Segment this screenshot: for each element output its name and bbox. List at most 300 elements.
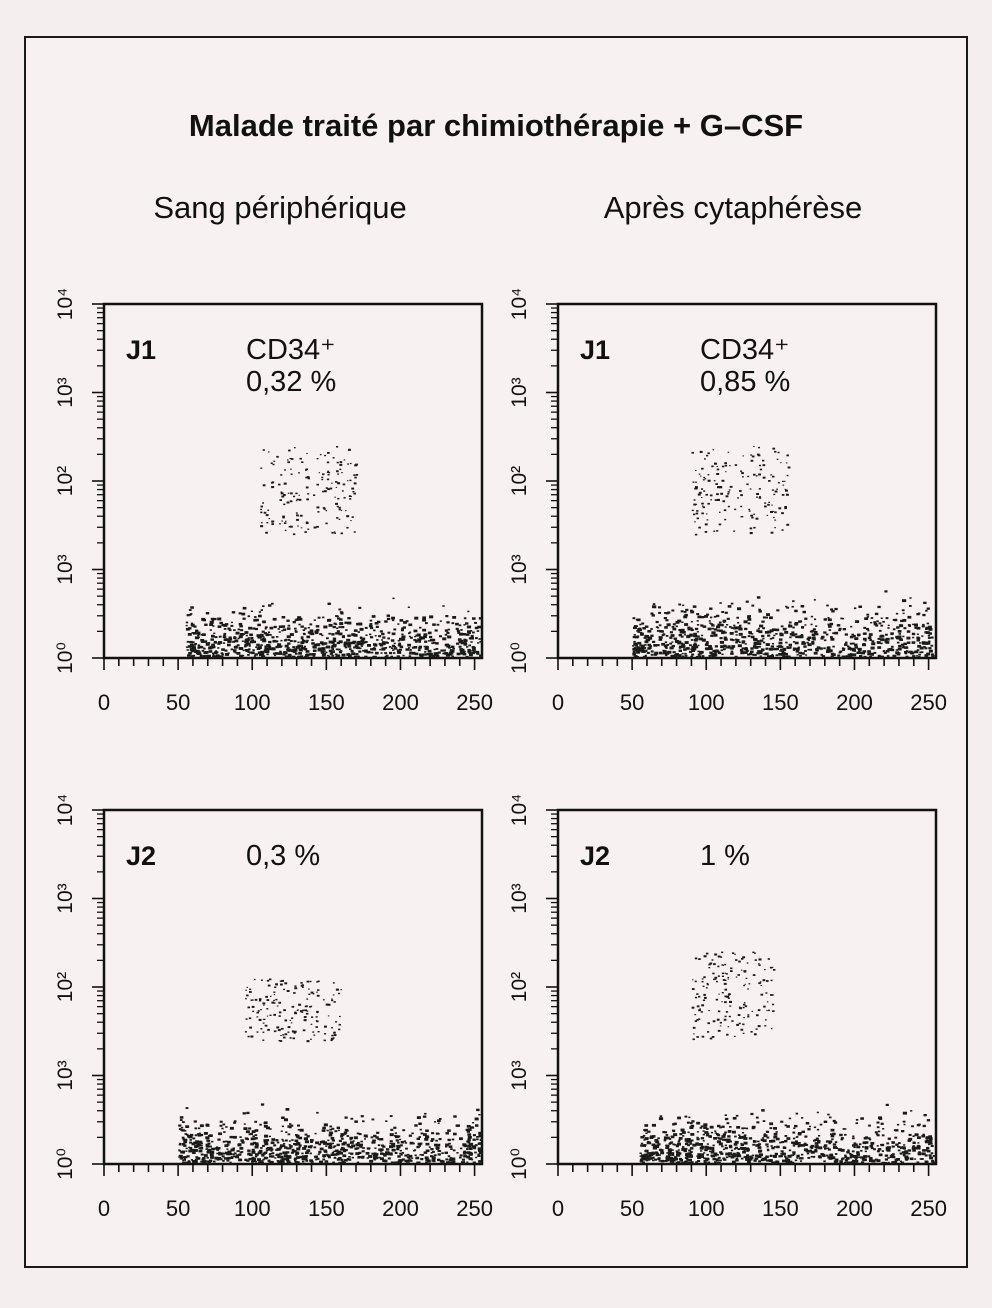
data-point [336, 446, 338, 448]
data-point [832, 632, 835, 634]
data-point [810, 1146, 813, 1148]
data-point [780, 1121, 783, 1123]
data-point [402, 1158, 405, 1160]
data-point [238, 638, 240, 640]
data-point [670, 631, 673, 633]
data-point [827, 617, 829, 618]
data-point [400, 619, 404, 622]
data-point [254, 616, 257, 618]
data-point [705, 531, 708, 533]
data-point [721, 1001, 723, 1002]
data-point [409, 649, 412, 651]
data-point [271, 1138, 275, 1141]
data-point [434, 1121, 436, 1123]
data-point [840, 618, 843, 620]
data-point [768, 958, 770, 960]
data-point [467, 1139, 470, 1141]
data-point [911, 1125, 914, 1127]
data-point [795, 1140, 798, 1142]
data-point [644, 1124, 648, 1127]
data-point [746, 601, 749, 603]
data-point [904, 651, 908, 654]
data-point [331, 655, 334, 657]
data-point [277, 1005, 279, 1006]
data-point [388, 1153, 391, 1155]
data-point [758, 963, 760, 964]
data-point [897, 653, 901, 656]
data-point [418, 641, 421, 643]
data-point [899, 638, 903, 641]
data-point [219, 655, 223, 658]
data-point [726, 495, 729, 497]
data-point [369, 634, 371, 636]
data-point [703, 1140, 705, 1141]
data-point [694, 639, 698, 642]
data-point [712, 628, 714, 630]
y-tick-label: 10² [508, 971, 531, 1003]
data-point [658, 606, 661, 608]
data-point [687, 1144, 690, 1146]
x-tick-label: 200 [382, 1196, 419, 1221]
data-point [252, 1149, 255, 1151]
data-point [700, 1147, 704, 1150]
data-point [838, 629, 841, 631]
data-point [305, 477, 307, 479]
data-point [788, 624, 790, 625]
data-point [726, 996, 729, 998]
data-point [766, 643, 770, 646]
data-point [716, 626, 720, 629]
data-point [270, 996, 272, 997]
data-point [308, 989, 310, 990]
data-point [266, 1148, 269, 1150]
data-point [717, 466, 718, 467]
data-point [317, 506, 320, 508]
data-point [250, 1133, 253, 1135]
data-point [856, 1146, 860, 1149]
data-point [762, 460, 764, 462]
data-point [311, 1161, 314, 1163]
data-point [720, 645, 724, 648]
data-point [672, 645, 675, 647]
data-point [926, 1147, 929, 1149]
data-point [649, 645, 652, 647]
data-point [316, 1020, 317, 1021]
data-point [358, 607, 361, 609]
data-point [711, 1149, 714, 1151]
data-point [742, 647, 745, 649]
data-point [689, 634, 693, 637]
data-point [756, 493, 759, 495]
data-point [326, 510, 328, 511]
data-point [882, 621, 885, 623]
data-point [334, 623, 337, 625]
data-point [476, 1136, 479, 1138]
data-point [819, 1156, 822, 1158]
data-point [421, 1133, 424, 1135]
data-point [428, 632, 432, 635]
data-point [291, 1152, 294, 1154]
data-point [854, 1160, 858, 1163]
data-point [657, 644, 660, 646]
data-point [306, 1013, 309, 1015]
data-point [407, 644, 411, 647]
data-point [725, 1153, 729, 1156]
data-point [307, 493, 309, 494]
data-point [409, 655, 412, 657]
data-point [390, 1143, 392, 1145]
data-point [269, 1154, 271, 1156]
data-point [254, 1121, 257, 1123]
data-point [195, 1127, 198, 1129]
data-point [353, 1140, 355, 1142]
data-point [330, 1143, 332, 1145]
data-point [393, 652, 395, 654]
data-point [274, 1157, 276, 1158]
data-point [809, 649, 812, 651]
data-point [302, 1147, 306, 1150]
data-point [740, 494, 743, 496]
data-point [338, 993, 340, 994]
x-tick-label: 150 [761, 1196, 799, 1221]
data-point [341, 510, 343, 511]
data-point [310, 1141, 313, 1143]
data-point [419, 646, 422, 648]
data-point [188, 1147, 190, 1149]
data-point [257, 624, 261, 627]
data-point [760, 640, 764, 642]
data-point [366, 1152, 370, 1155]
data-point [703, 1130, 705, 1132]
data-point [235, 1156, 239, 1159]
data-point [384, 652, 387, 654]
data-point [317, 995, 320, 997]
data-point [739, 633, 743, 636]
data-point [811, 624, 813, 626]
data-point [355, 653, 358, 655]
data-point [925, 1161, 929, 1164]
data-point [692, 979, 693, 980]
data-point [248, 627, 252, 630]
data-point [273, 992, 275, 993]
data-point [856, 1122, 859, 1124]
data-point [659, 1160, 661, 1162]
data-point [271, 1141, 275, 1144]
data-point [721, 611, 724, 613]
data-point [275, 999, 277, 1001]
data-point [431, 1132, 434, 1134]
data-point [817, 1112, 819, 1114]
data-point [776, 1146, 780, 1149]
data-point [917, 1161, 919, 1162]
data-point [252, 1135, 255, 1137]
data-point [468, 1128, 472, 1131]
data-point [732, 952, 734, 954]
data-point [453, 1115, 456, 1117]
data-point [875, 1159, 878, 1161]
data-point [759, 958, 762, 960]
y-tick-label: 10⁴ [54, 287, 77, 321]
data-point [306, 498, 309, 500]
data-point [673, 1133, 677, 1136]
data-point [334, 1153, 338, 1156]
data-point [929, 1157, 933, 1160]
data-point [285, 1131, 287, 1133]
data-point [830, 636, 833, 638]
data-point [632, 653, 636, 656]
data-point [851, 634, 854, 636]
data-point [302, 1010, 304, 1012]
data-point [707, 1031, 709, 1033]
data-point [324, 1033, 326, 1034]
data-point [351, 633, 355, 636]
data-point [211, 1151, 214, 1153]
data-point [707, 519, 709, 520]
data-point [341, 626, 344, 628]
data-point [318, 1143, 321, 1145]
data-point [250, 1036, 253, 1038]
data-point [279, 631, 281, 633]
data-point [697, 1138, 700, 1140]
data-point [289, 1140, 291, 1141]
data-point [238, 1159, 242, 1162]
data-point [261, 609, 263, 611]
data-point [306, 641, 308, 643]
data-point [739, 625, 742, 627]
x-tick-label: 100 [233, 690, 271, 715]
data-point [221, 1153, 224, 1155]
data-point [268, 641, 271, 643]
data-point [473, 1147, 476, 1149]
data-point [337, 630, 340, 632]
data-point [679, 647, 682, 649]
data-point [698, 494, 701, 496]
x-tick-label: 50 [619, 690, 645, 715]
data-point [917, 645, 921, 648]
data-point [390, 1133, 394, 1136]
data-point [291, 1139, 293, 1141]
data-point [186, 1134, 189, 1136]
data-point [316, 526, 319, 528]
data-point [342, 654, 346, 657]
data-point [356, 623, 360, 626]
data-point [694, 499, 696, 500]
data-point [693, 1027, 696, 1029]
data-point [716, 493, 719, 495]
data-point [804, 618, 807, 620]
data-point [927, 608, 930, 610]
data-point [197, 1133, 199, 1135]
data-point [405, 1148, 408, 1150]
data-point [758, 1155, 762, 1158]
data-point [263, 449, 265, 451]
data-point [756, 1028, 758, 1029]
data-point [895, 1159, 899, 1162]
data-point [929, 632, 933, 635]
data-point [338, 1157, 342, 1160]
data-point [786, 655, 789, 657]
data-point [353, 646, 356, 648]
data-point [314, 1146, 317, 1148]
data-point [669, 1157, 672, 1159]
data-point [424, 641, 427, 643]
data-point [321, 477, 323, 478]
data-point [826, 649, 829, 651]
data-point [344, 459, 346, 460]
data-point [294, 628, 297, 630]
data-point [648, 630, 652, 633]
data-point [341, 1143, 345, 1146]
data-point [331, 1027, 333, 1028]
data-point [678, 1149, 680, 1150]
data-point [712, 1036, 715, 1038]
data-point [226, 1148, 228, 1149]
data-point [906, 656, 909, 658]
data-point [725, 471, 726, 472]
data-point [777, 459, 779, 460]
data-point [880, 656, 884, 659]
data-point [701, 1011, 703, 1013]
data-point [753, 527, 755, 529]
data-point [249, 1017, 251, 1019]
data-point [252, 1130, 256, 1133]
data-point [747, 476, 749, 477]
data-point [341, 989, 343, 990]
data-point [411, 1158, 413, 1159]
data-point [265, 532, 268, 534]
data-point [380, 630, 383, 632]
data-point [220, 1121, 223, 1123]
data-point [728, 978, 730, 979]
data-point [831, 1129, 835, 1132]
data-point [444, 652, 448, 655]
data-point [652, 1160, 654, 1162]
x-tick-label: 200 [382, 690, 419, 715]
data-point [902, 609, 905, 611]
data-point [673, 623, 676, 625]
data-point [765, 992, 767, 993]
data-point [439, 1118, 442, 1120]
data-point [364, 1138, 366, 1139]
data-point [398, 640, 400, 642]
data-point [784, 1156, 787, 1158]
data-point [929, 1154, 932, 1156]
data-point [756, 1117, 759, 1119]
data-point [638, 628, 642, 631]
data-point [852, 1150, 855, 1152]
data-point [696, 1036, 699, 1038]
data-point [186, 622, 188, 624]
data-point [708, 628, 712, 631]
data-point [207, 1149, 210, 1151]
data-point [442, 637, 446, 640]
data-point [786, 646, 789, 648]
data-point [371, 652, 374, 654]
data-point [393, 628, 396, 630]
data-point [371, 1141, 374, 1143]
data-point [727, 1135, 730, 1137]
data-point [731, 627, 734, 629]
data-point [453, 1149, 456, 1151]
data-point [757, 1141, 760, 1143]
data-point [786, 607, 789, 609]
data-point [285, 521, 287, 522]
x-tick-label: 50 [165, 690, 191, 715]
data-point [816, 1147, 819, 1149]
data-point [274, 987, 276, 989]
data-point [331, 633, 334, 635]
data-point [424, 654, 426, 656]
data-point [289, 1127, 292, 1129]
data-point [397, 623, 399, 625]
data-point [190, 645, 194, 648]
data-point [317, 484, 320, 486]
data-point [399, 1153, 402, 1155]
data-point [422, 619, 426, 622]
data-point [457, 1124, 461, 1126]
data-point [651, 650, 654, 652]
data-point [382, 1153, 384, 1155]
data-point [751, 636, 755, 639]
data-point [441, 1152, 444, 1154]
data-point [421, 1154, 424, 1156]
data-point [324, 1040, 326, 1042]
data-point [187, 1161, 191, 1163]
data-point [701, 503, 704, 505]
data-point [425, 1130, 429, 1133]
data-point [640, 1136, 644, 1139]
data-point [415, 635, 417, 637]
data-point [268, 985, 271, 987]
data-point [773, 517, 775, 518]
data-point [702, 506, 704, 507]
data-point [352, 1157, 354, 1159]
data-point [917, 627, 921, 630]
data-point [317, 643, 320, 645]
data-point [298, 1147, 300, 1149]
data-point [722, 992, 724, 993]
data-point [208, 1135, 210, 1137]
data-point [722, 976, 724, 977]
data-point [373, 1154, 377, 1157]
data-point [339, 633, 343, 636]
data-point [738, 974, 741, 976]
data-point [195, 630, 198, 632]
data-point [781, 625, 784, 627]
data-point [694, 488, 696, 489]
data-point [714, 954, 717, 956]
data-point [703, 986, 705, 987]
data-point [645, 1156, 649, 1159]
data-point [354, 629, 358, 632]
data-point [776, 1138, 780, 1141]
data-point [735, 641, 738, 643]
annotation-line-1: 1 % [700, 840, 750, 872]
annotation-line-1: CD34⁺ [246, 334, 336, 366]
data-point [714, 1130, 716, 1132]
data-point [835, 1160, 839, 1163]
data-point [719, 602, 721, 604]
data-point [831, 1138, 834, 1140]
data-point [865, 1142, 868, 1144]
data-point [728, 1140, 731, 1142]
data-point [305, 1009, 307, 1011]
data-point [301, 638, 303, 640]
data-point [730, 653, 734, 655]
data-point [341, 533, 343, 535]
y-tick-label: 10⁰ [508, 1148, 531, 1180]
data-point [469, 1147, 473, 1150]
